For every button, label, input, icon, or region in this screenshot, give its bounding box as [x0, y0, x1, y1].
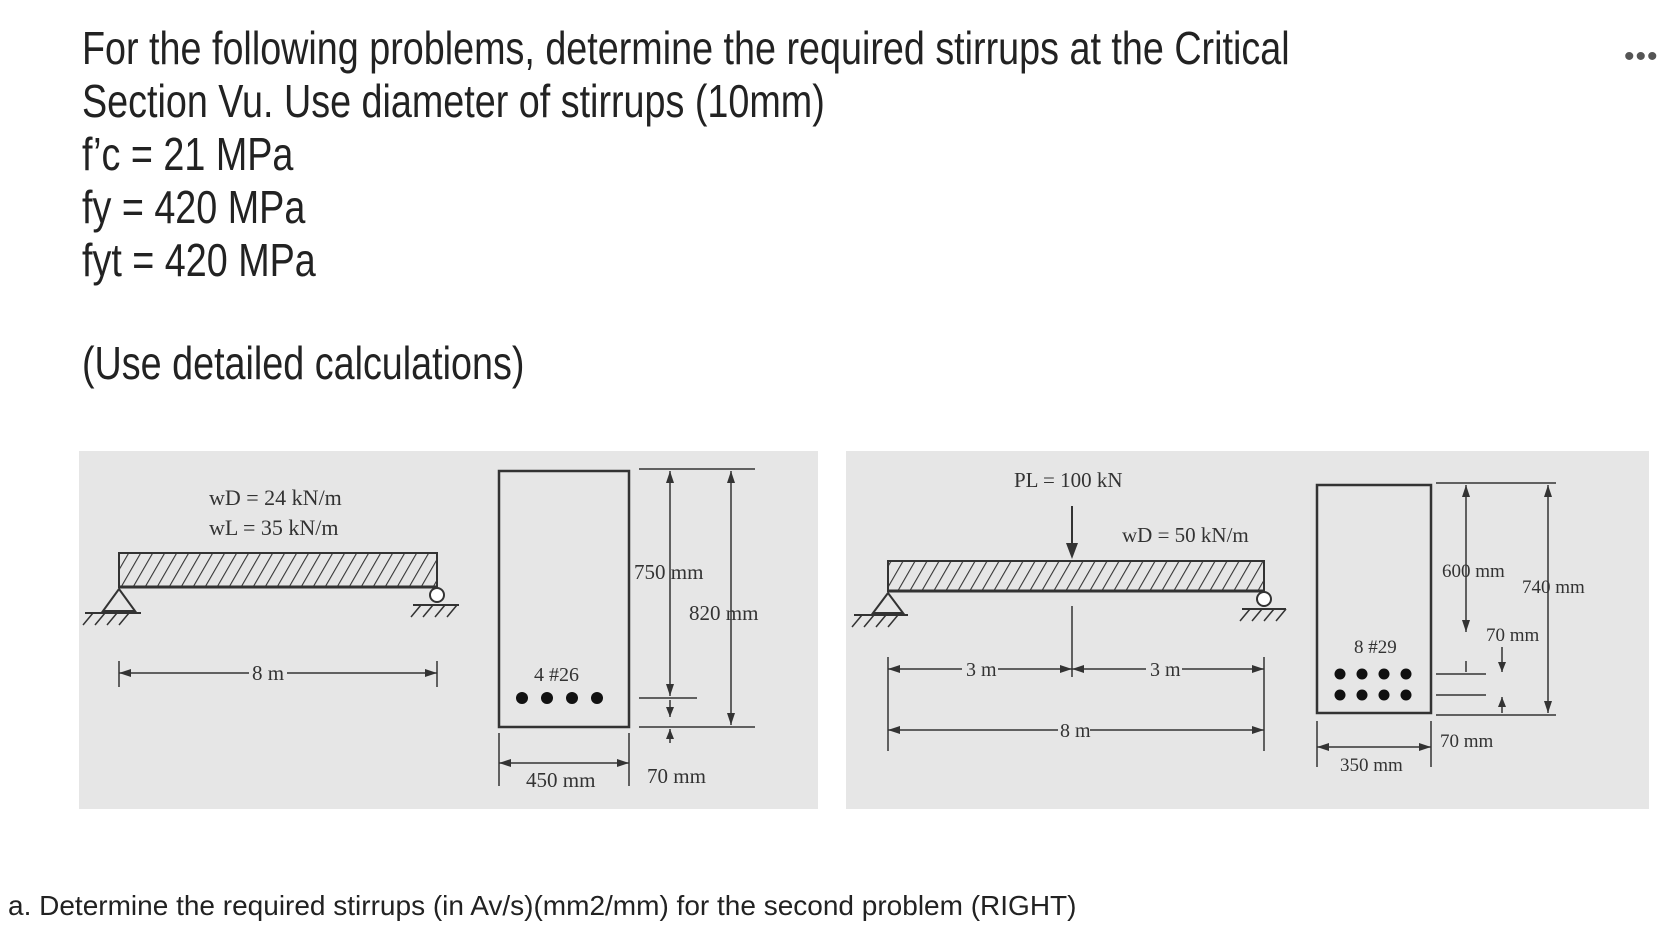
fig2-seg1-label: 3 m [966, 659, 997, 681]
fig1-section [499, 471, 629, 727]
fy-value: fy = 420 MPa [82, 181, 306, 233]
figure-problem-1 [79, 451, 818, 809]
fig1-width-label: 450 mm [526, 768, 596, 792]
fig1-wd-label: wD = 24 kN/m [209, 485, 342, 510]
fig1-h1-label: 750 mm [634, 560, 704, 584]
fig1-h2-label: 820 mm [689, 601, 759, 625]
problem-statement [82, 22, 1290, 287]
fig2-h2-label: 740 mm [1522, 577, 1585, 598]
fig2-width-label: 350 mm [1340, 755, 1403, 776]
figure-1-drawing [79, 451, 818, 809]
fig1-wl-label: wL = 35 kN/m [209, 515, 339, 540]
fig1-rebar [516, 692, 603, 704]
figure-problem-2 [846, 451, 1649, 809]
fig2-pin-support [852, 593, 908, 627]
fig2-section [1317, 485, 1431, 713]
fig2-pl-label: PL = 100 kN [1014, 468, 1123, 492]
question-a: a. Determine the required stirrups (in Av/s)(mm2/mm) for the second problem (RIGHT) [8, 890, 1077, 921]
fig1-bars-label: 4 #26 [534, 664, 579, 686]
fig1-pin-support [83, 589, 141, 625]
calculation-note: (Use detailed calculations) [82, 337, 525, 389]
fig1-span-label: 8 m [252, 661, 285, 685]
fig1-roller-support [411, 588, 459, 617]
fig2-c2-label: 70 mm [1440, 731, 1494, 752]
fig1-cover-label: 70 mm [647, 764, 706, 788]
statement-line-1: For the following problems, determine the required stirrups at the Critical [82, 22, 1290, 74]
fig2-seg2-label: 3 m [1150, 659, 1181, 681]
fig2-rebar [1335, 669, 1412, 701]
fig2-h1-label: 600 mm [1442, 561, 1505, 582]
statement-line-2: Section Vu. Use diameter of stirrups (10mm) [82, 75, 825, 127]
fig1-distributed-load [119, 553, 437, 587]
fig2-span-label: 8 m [1060, 720, 1091, 742]
fc-value: f’c = 21 MPa [82, 128, 294, 180]
fig2-wd-label: wD = 50 kN/m [1122, 523, 1249, 547]
fig2-c1-label: 70 mm [1486, 625, 1540, 646]
fig2-distributed-load [888, 561, 1264, 591]
fyt-value: fyt = 420 MPa [82, 234, 316, 286]
figure-2-drawing [846, 451, 1649, 809]
more-options-icon[interactable]: ••• [1624, 40, 1659, 73]
fig2-roller-support [1240, 592, 1286, 621]
fig2-bars-label: 8 #29 [1354, 637, 1397, 658]
